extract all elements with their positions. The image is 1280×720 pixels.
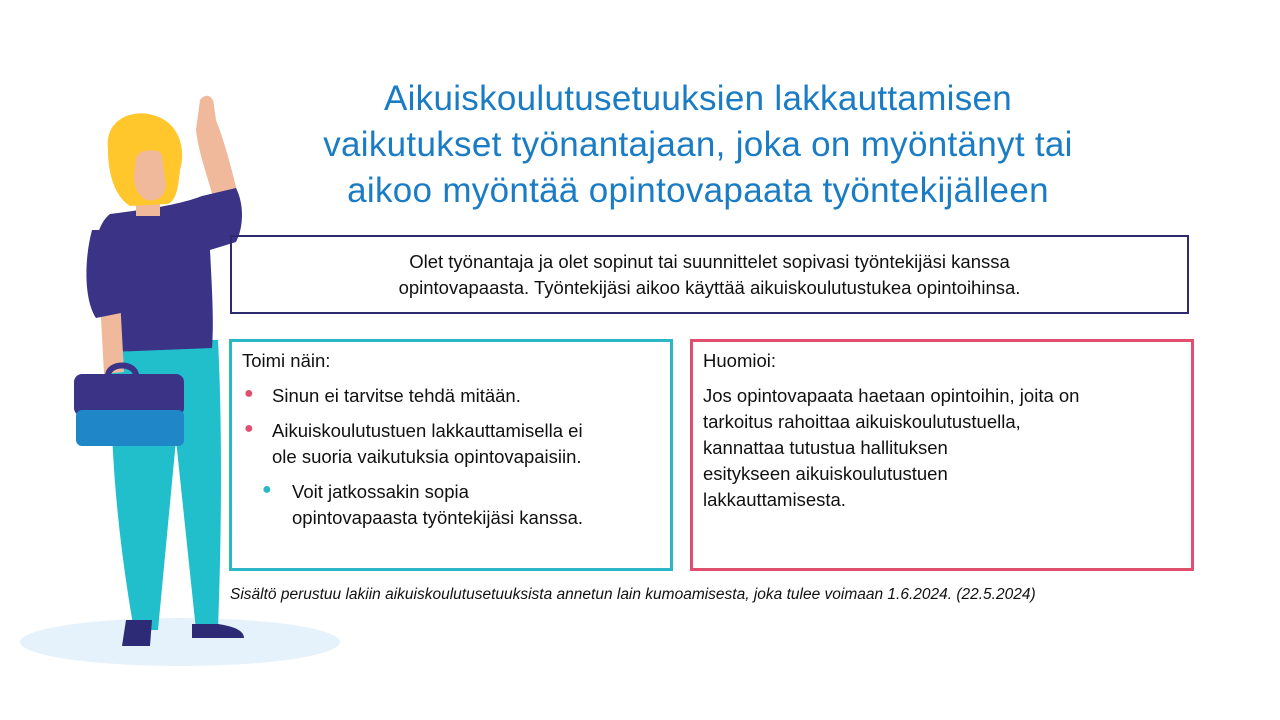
left-shoe <box>122 620 152 646</box>
title-line-3: aikoo myöntää opintovapaata työntekijälleen <box>347 171 1049 210</box>
briefcase-top <box>74 374 184 416</box>
title-line-1: Aikuiskoulutusetuuksien lakkauttamisen <box>383 79 1013 118</box>
toimi-sub-bullet <box>242 479 660 531</box>
ground-shadow <box>20 618 340 666</box>
huomioi-heading: Huomioi: <box>703 350 776 371</box>
intro-line-1: Olet työnantaja ja olet sopinut tai suunnittelet sopivasi työntekijäsi kanssa <box>409 250 1010 272</box>
briefcase-bottom <box>76 410 184 446</box>
bullet-dot-icon: ● <box>244 385 254 402</box>
raised-arm <box>196 96 238 200</box>
toimi-bullet-1 <box>242 383 660 409</box>
footnote: Sisältö perustuu lakiin aikuiskoulutusetuuksista annetun lain kumoamisesta, joka tulee voimaan 1.6.2024. (22.5.2024) <box>230 586 1036 603</box>
toimi-bullet-1-line-1: Sinun ei tarvitse tehdä mitään. <box>272 385 521 406</box>
title-line-2: vaikutukset työnantajaan, joka on myöntänyt tai <box>323 125 1073 164</box>
sub-bullet-dot-icon: ● <box>262 481 272 498</box>
huomioi-line-3: kannattaa tutustua hallituksen <box>703 437 948 458</box>
huomioi-line-4: esitykseen aikuiskoulutustuen <box>703 463 948 484</box>
huomioi-line-2: tarkoitus rahoittaa aikuiskoulutustuella, <box>703 411 1021 432</box>
intro-box <box>230 235 1189 314</box>
toimi-sub-bullet-line-1: Voit jatkossakin sopia <box>292 481 469 502</box>
page-title <box>240 76 1156 214</box>
toimi-box <box>229 339 673 571</box>
toimi-bullet-2-line-2: ole suoria vaikutuksia opintovapaisiin. <box>272 446 582 467</box>
toimi-bullet-2-line-1: Aikuiskoulutustuen lakkauttamisella ei <box>272 420 583 441</box>
intro-line-2: opintovapaasta. Työntekijäsi aikoo käyttää aikuiskoulutustukea opintoihinsa. <box>398 276 1021 298</box>
toimi-bullet-2 <box>242 418 660 470</box>
huomioi-box <box>690 339 1194 571</box>
bullet-dot-icon: ● <box>244 420 254 437</box>
huomioi-line-1: Jos opintovapaata haetaan opintoihin, joita on <box>703 385 1080 406</box>
toimi-sub-bullet-line-2: opintovapaasta työntekijäsi kanssa. <box>292 507 584 528</box>
huomioi-text <box>703 383 1181 513</box>
toimi-heading: Toimi näin: <box>242 350 331 371</box>
face <box>134 149 166 200</box>
huomioi-line-5: lakkauttamisesta. <box>703 489 846 510</box>
